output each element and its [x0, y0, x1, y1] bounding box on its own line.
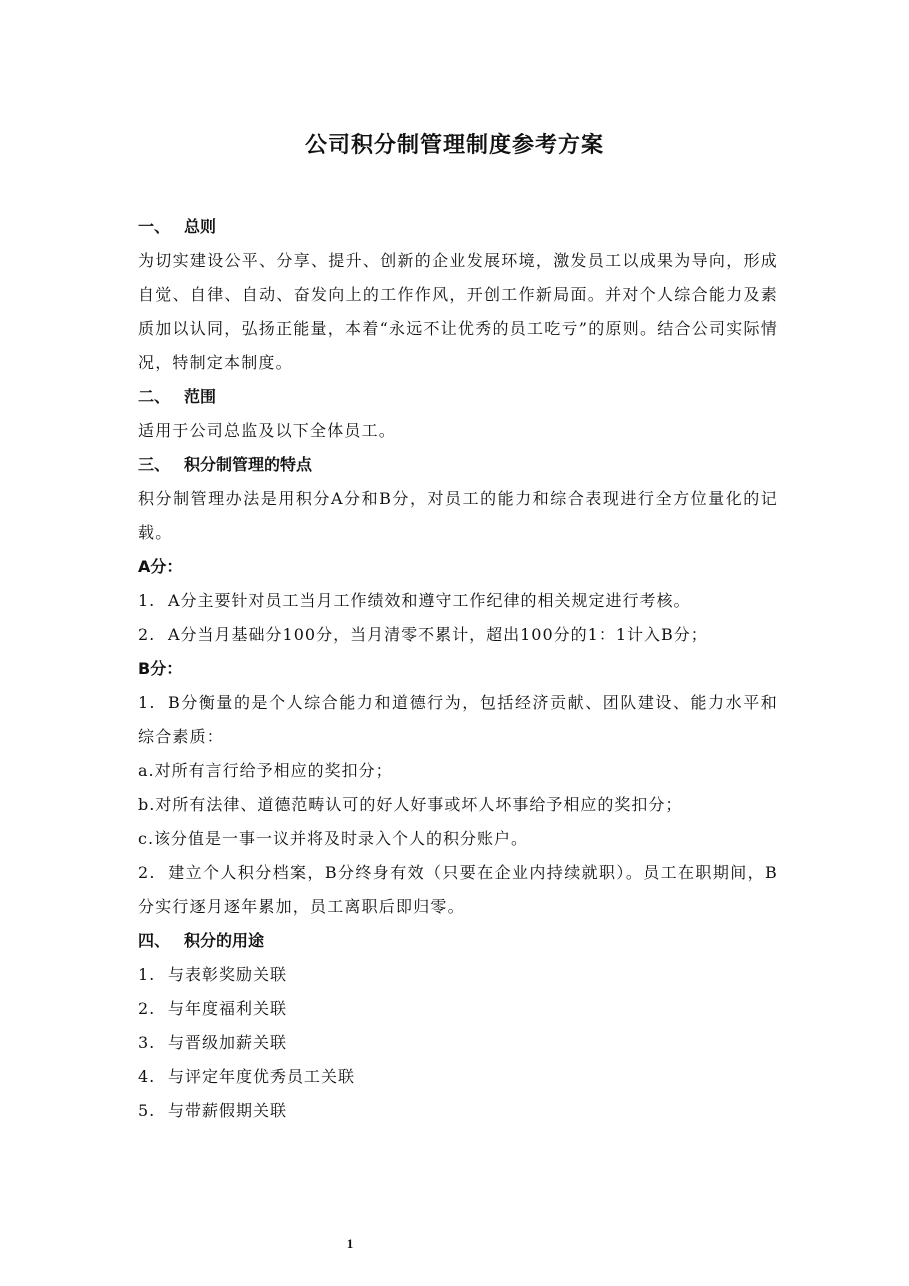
section-heading-general [138, 210, 778, 244]
section-number: 一、 [138, 217, 171, 236]
list-item [138, 958, 778, 992]
list-item [138, 856, 778, 924]
list-item [138, 1094, 778, 1128]
list-index: 4. [138, 1067, 156, 1086]
section-title: 总则 [184, 217, 217, 236]
document-body [138, 210, 778, 1128]
list-index: 1. [138, 965, 156, 984]
list-item [138, 1060, 778, 1094]
page-number: 1 [346, 1236, 354, 1251]
section-paragraph: 适用于公司总监及以下全体员工。 [138, 421, 397, 440]
section-paragraph: 为切实建设公平、分享、提升、创新的企业发展环境，激发员工以成果为导向，形成自觉、自律、自动、奋发向上的工作作风，开创工作新局面。并对个人综合能力及素质加以认同，弘扬正能量，本着“永远不让优秀的员工吃亏”的原则。结合公司实际情况，特制定本制度。 [138, 251, 778, 372]
list-item [138, 992, 778, 1026]
list-index: 5. [138, 1101, 156, 1120]
section-number: 二、 [138, 387, 171, 406]
section-title: 积分制管理的特点 [184, 455, 313, 474]
section-heading-features [138, 448, 778, 482]
list-text: 与年度福利关联 [168, 999, 288, 1018]
list-item [138, 584, 778, 618]
list-text: 建立个人积分档案，B分终身有效（只要在企业内持续就职）。员工在职期间，B分实行逐月逐年累加，员工离职后即归零。 [138, 863, 778, 916]
section-number: 四、 [138, 931, 171, 950]
list-text: B分衡量的是个人综合能力和道德行为，包括经济贡献、团队建设、能力水平和综合素质： [138, 693, 778, 746]
section-number: 三、 [138, 455, 171, 474]
list-item [138, 686, 778, 754]
section-heading-uses [138, 924, 778, 958]
section-title: 积分的用途 [184, 931, 265, 950]
list-index: 2. [138, 999, 156, 1018]
sub-list-item: b.对所有法律、道德范畴认可的好人好事或坏人坏事给予相应的奖扣分； [138, 795, 683, 814]
list-index: 2. [138, 863, 156, 882]
list-text: 与评定年度优秀员工关联 [168, 1067, 356, 1086]
b-score-label: B分： [138, 659, 183, 678]
list-text: 与晋级加薪关联 [168, 1033, 288, 1052]
list-index: 1. [138, 693, 156, 712]
list-index: 3. [138, 1033, 156, 1052]
section-paragraph: 积分制管理办法是用积分A分和B分，对员工的能力和综合表现进行全方位量化的记载。 [138, 489, 778, 542]
list-text: 与带薪假期关联 [168, 1101, 288, 1120]
list-index: 2. [138, 625, 156, 644]
document-title: 公司积分制管理制度参考方案 [304, 133, 604, 158]
list-item [138, 1026, 778, 1060]
a-score-label: A分： [138, 557, 183, 576]
sub-list-item: a.对所有言行给予相应的奖扣分； [138, 761, 393, 780]
list-index: 1. [138, 591, 156, 610]
list-text: 与表彰奖励关联 [168, 965, 288, 984]
list-text: A分当月基础分100分，当月清零不累计，超出100分的1：1计入B分； [168, 625, 708, 644]
section-heading-scope [138, 380, 778, 414]
list-text: A分主要针对员工当月工作绩效和遵守工作纪律的相关规定进行考核。 [168, 591, 691, 610]
sub-list-item: c.该分值是一事一议并将及时录入个人的积分账户。 [138, 829, 529, 848]
section-title: 范围 [184, 387, 217, 406]
list-item [138, 618, 778, 652]
